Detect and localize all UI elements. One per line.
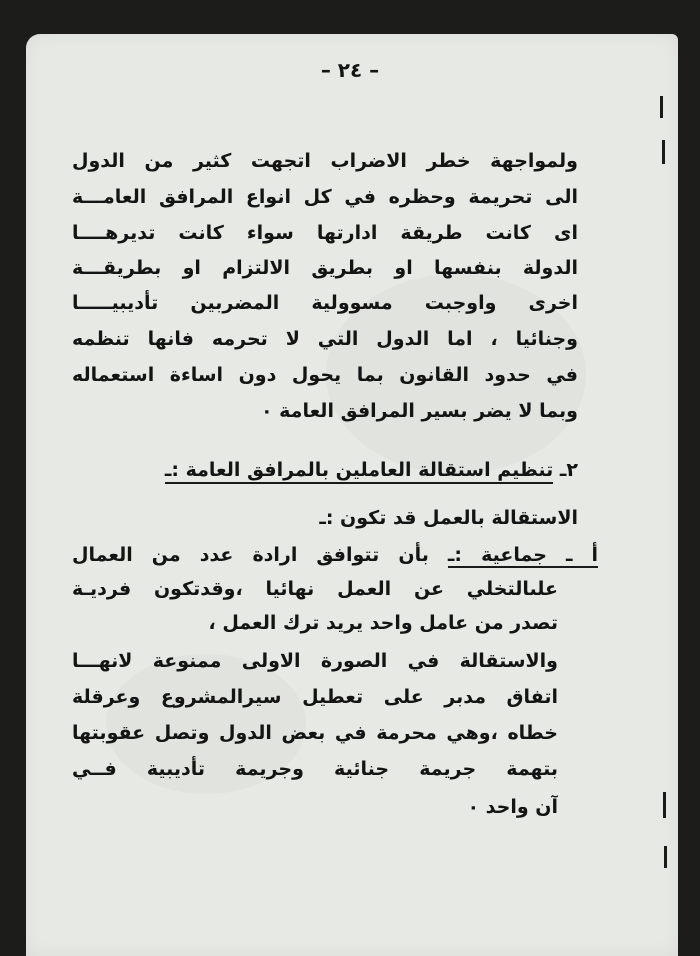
margin-mark bbox=[663, 792, 666, 818]
text-line: اتفاق مدبر على تعطيل سيرالمشروع وعرقلة bbox=[72, 686, 558, 708]
text-line: ولمواجهة خطر الاضراب اتجهت كثير من الدول bbox=[72, 150, 578, 172]
text-line: الى تحريمة وحظره في كل انواع المرافق العامـــة bbox=[72, 186, 578, 208]
text-line: في حدود القانون بما يحول دون اساءة استعماله bbox=[72, 364, 578, 386]
margin-mark bbox=[660, 96, 663, 118]
text-line: الاستقالة بالعمل قد تكون :ـ bbox=[319, 507, 578, 529]
text-line: وبما لا يضر بسير المرافق العامة ٠ bbox=[260, 400, 578, 422]
margin-mark bbox=[664, 846, 667, 868]
text-line: تصدر من عامل واحد يريد ترك العمل ، bbox=[208, 612, 558, 634]
text-line: اخرى واوجبت مسوولية المضربين تأديبيـــــا bbox=[72, 292, 578, 314]
text-line: الدولة بنفسها او بطريق الالتزام او بطريقـــة bbox=[72, 257, 578, 279]
paragraph-1 bbox=[72, 146, 578, 426]
text-line: خطاه ،وهي محرمة في بعض الدول وتصل عقوبتها bbox=[72, 722, 558, 744]
section-heading-number: ٢ـ bbox=[559, 459, 578, 481]
margin-mark bbox=[662, 140, 665, 164]
section-heading-text: تنظيم استقالة العاملين بالمرافق العامة :ـ bbox=[165, 459, 553, 484]
text-line: وجنائيا ، اما الدول التي لا تحرمه فانها تنظمه bbox=[72, 328, 578, 350]
text-line: اى كانت طريقة ادارتها سواء كانت تديرهــــا bbox=[72, 222, 578, 244]
item-a-label: أ ـ جماعية :ـ bbox=[447, 544, 598, 566]
intro-text bbox=[72, 503, 578, 533]
text-line: بأن تتوافق ارادة عدد من العمال bbox=[72, 544, 429, 566]
text-line: والاستقالة في الصورة الاولى ممنوعة لانهـــا bbox=[72, 650, 558, 672]
section-heading bbox=[72, 455, 578, 489]
item-a-body bbox=[72, 574, 558, 834]
text-line: علىالتخلي عن العمل نهائيا ،وقدتكون فرديـة bbox=[72, 578, 558, 600]
text-line: بتهمة جريمة جنائية وجريمة تأديبية فــي bbox=[72, 758, 558, 780]
text-line: آن واحد ٠ bbox=[467, 796, 558, 818]
page-number: – ٢٤ – bbox=[320, 58, 380, 82]
